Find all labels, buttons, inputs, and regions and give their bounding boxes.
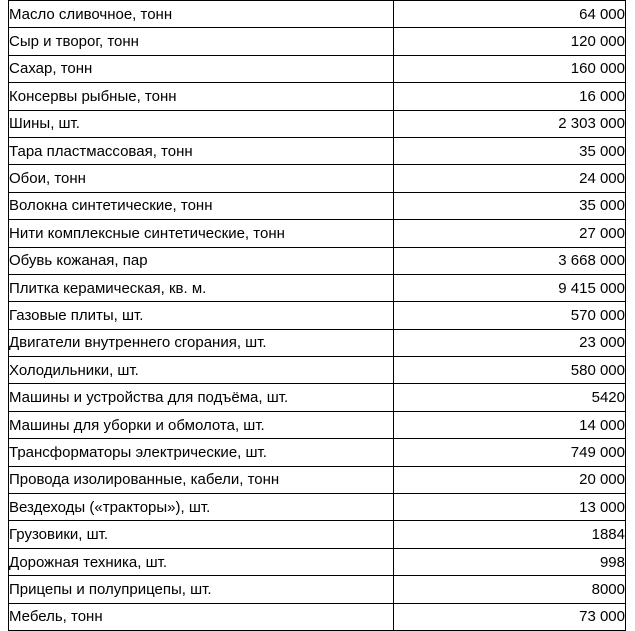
product-name-cell: Обувь кожаная, пар (9, 247, 394, 274)
product-quantity-cell: 35 000 (394, 137, 626, 164)
product-name-cell: Мебель, тонн (9, 603, 394, 630)
product-quantity-cell: 20 000 (394, 466, 626, 493)
product-name-cell: Газовые плиты, шт. (9, 302, 394, 329)
product-quantity-cell: 2 303 000 (394, 110, 626, 137)
product-name-cell: Плитка керамическая, кв. м. (9, 274, 394, 301)
table-row (9, 28, 626, 55)
product-name-cell: Машины и устройства для подъёма, шт. (9, 384, 394, 411)
table-row (9, 55, 626, 82)
product-quantity-cell: 14 000 (394, 411, 626, 438)
table-row (9, 548, 626, 575)
table-row (9, 165, 626, 192)
product-name-cell: Машины для уборки и обмолота, шт. (9, 411, 394, 438)
table-row (9, 1, 626, 28)
table-row (9, 466, 626, 493)
product-quantity-cell: 13 000 (394, 494, 626, 521)
table-row (9, 83, 626, 110)
table-row (9, 521, 626, 548)
product-quantity-cell: 9 415 000 (394, 274, 626, 301)
table-row (9, 192, 626, 219)
product-quantity-cell: 64 000 (394, 1, 626, 28)
table-row (9, 247, 626, 274)
table-row (9, 384, 626, 411)
product-quantity-cell: 1884 (394, 521, 626, 548)
table-row (9, 329, 626, 356)
table-body (9, 1, 626, 631)
production-quantities-table (8, 0, 626, 631)
table-row (9, 220, 626, 247)
product-quantity-cell: 24 000 (394, 165, 626, 192)
product-name-cell: Сыр и творог, тонн (9, 28, 394, 55)
product-quantity-cell: 73 000 (394, 603, 626, 630)
product-name-cell: Холодильники, шт. (9, 357, 394, 384)
product-quantity-cell: 570 000 (394, 302, 626, 329)
product-name-cell: Двигатели внутреннего сгорания, шт. (9, 329, 394, 356)
product-quantity-cell: 749 000 (394, 439, 626, 466)
table-row (9, 494, 626, 521)
table-row (9, 357, 626, 384)
product-name-cell: Волокна синтетические, тонн (9, 192, 394, 219)
product-quantity-cell: 120 000 (394, 28, 626, 55)
table-row (9, 439, 626, 466)
product-name-cell: Вездеходы («тракторы»), шт. (9, 494, 394, 521)
table-row (9, 110, 626, 137)
product-quantity-cell: 16 000 (394, 83, 626, 110)
table-row (9, 576, 626, 603)
product-name-cell: Провода изолированные, кабели, тонн (9, 466, 394, 493)
product-name-cell: Шины, шт. (9, 110, 394, 137)
product-name-cell: Масло сливочное, тонн (9, 1, 394, 28)
product-quantity-cell: 23 000 (394, 329, 626, 356)
product-name-cell: Сахар, тонн (9, 55, 394, 82)
product-quantity-cell: 998 (394, 548, 626, 575)
table-row (9, 411, 626, 438)
product-name-cell: Нити комплексные синтетические, тонн (9, 220, 394, 247)
product-name-cell: Трансформаторы электрические, шт. (9, 439, 394, 466)
product-name-cell: Консервы рыбные, тонн (9, 83, 394, 110)
product-name-cell: Грузовики, шт. (9, 521, 394, 548)
product-name-cell: Прицепы и полуприцепы, шт. (9, 576, 394, 603)
production-table-container (8, 0, 625, 631)
product-name-cell: Обои, тонн (9, 165, 394, 192)
table-row (9, 603, 626, 630)
product-quantity-cell: 35 000 (394, 192, 626, 219)
product-quantity-cell: 5420 (394, 384, 626, 411)
product-quantity-cell: 160 000 (394, 55, 626, 82)
product-name-cell: Дорожная техника, шт. (9, 548, 394, 575)
table-row (9, 274, 626, 301)
product-quantity-cell: 27 000 (394, 220, 626, 247)
table-row (9, 302, 626, 329)
product-quantity-cell: 580 000 (394, 357, 626, 384)
product-name-cell: Тара пластмассовая, тонн (9, 137, 394, 164)
product-quantity-cell: 3 668 000 (394, 247, 626, 274)
product-quantity-cell: 8000 (394, 576, 626, 603)
table-row (9, 137, 626, 164)
